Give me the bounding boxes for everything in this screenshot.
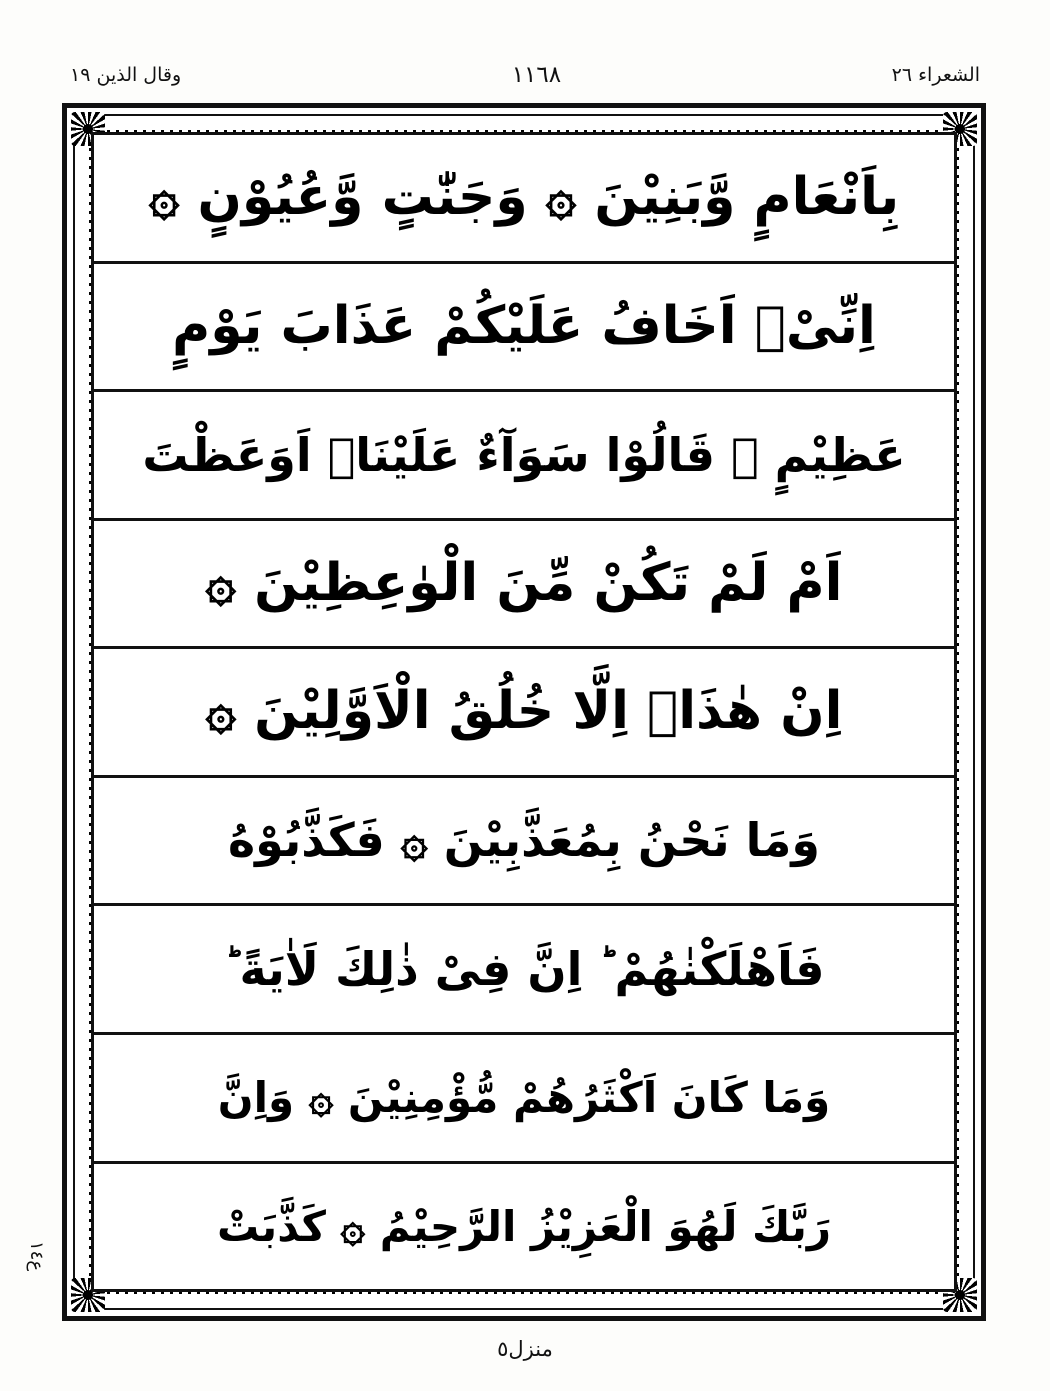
ayah-line-text: رَبَّكَ لَهُوَ الْعَزِيْزُ الرَّحِيْمُ ۞ كَذَّبَتْ <box>216 1201 832 1251</box>
surah-label: الشعراء ٢٦ <box>891 63 980 86</box>
page-header <box>70 58 980 92</box>
page-footer <box>0 1337 1050 1361</box>
ayah-line <box>94 264 954 393</box>
ayah-line-text: عَظِيْمٍ ۞ قَالُوْا سَوَآءٌ عَلَيْنَاۤ اَوَعَظْتَ <box>142 427 906 482</box>
ayah-lines <box>94 135 954 1289</box>
ayah-line <box>94 392 954 521</box>
ayah-line <box>94 1164 954 1290</box>
ayah-line-text: وَمَا كَانَ اَكْثَرُهُمْ مُّؤْمِنِيْنَ ۞ وَاِنَّ <box>217 1072 831 1122</box>
ayah-line <box>94 649 954 778</box>
ruku-mark: ع١٤ <box>26 1240 47 1271</box>
ayah-line <box>94 135 954 264</box>
ayah-line <box>94 778 954 907</box>
juz-label: وقال الذين ١٩ <box>70 63 182 86</box>
ayah-line-text: اِنِّىْۤ اَخَافُ عَلَيْكُمْ عَذَابَ يَوْمٍ <box>172 295 876 356</box>
page-number: ١١٦٨ <box>511 61 562 88</box>
ayah-line-text: اِنْ هٰذَاۤ اِلَّا خُلُقُ الْاَوَّلِيْنَ ۞ <box>205 681 843 742</box>
ayah-line <box>94 906 954 1035</box>
ayah-line-text: وَمَا نَحْنُ بِمُعَذَّبِيْنَ ۞ فَكَذَّبُوْهُ <box>228 813 820 868</box>
text-block <box>91 132 957 1292</box>
ayah-line-text: اَمْ لَمْ تَكُنْ مِّنَ الْوٰعِظِيْنَ ۞ <box>205 552 843 613</box>
ayah-line-text: بِاَنْعَامٍ وَّبَنِيْنَ ۞ وَجَنّٰتٍ وَّعُيُوْنٍ ۞ <box>148 167 900 228</box>
ayah-line <box>94 1035 954 1164</box>
manzil-label: منزل٥ <box>497 1337 553 1361</box>
ayah-line <box>94 521 954 650</box>
ayah-line-text: فَاَهْلَكْنٰهُمْ ؕ اِنَّ فِىْ ذٰلِكَ لَاٰيَةً ؕ <box>223 942 825 997</box>
page-border <box>62 103 986 1321</box>
